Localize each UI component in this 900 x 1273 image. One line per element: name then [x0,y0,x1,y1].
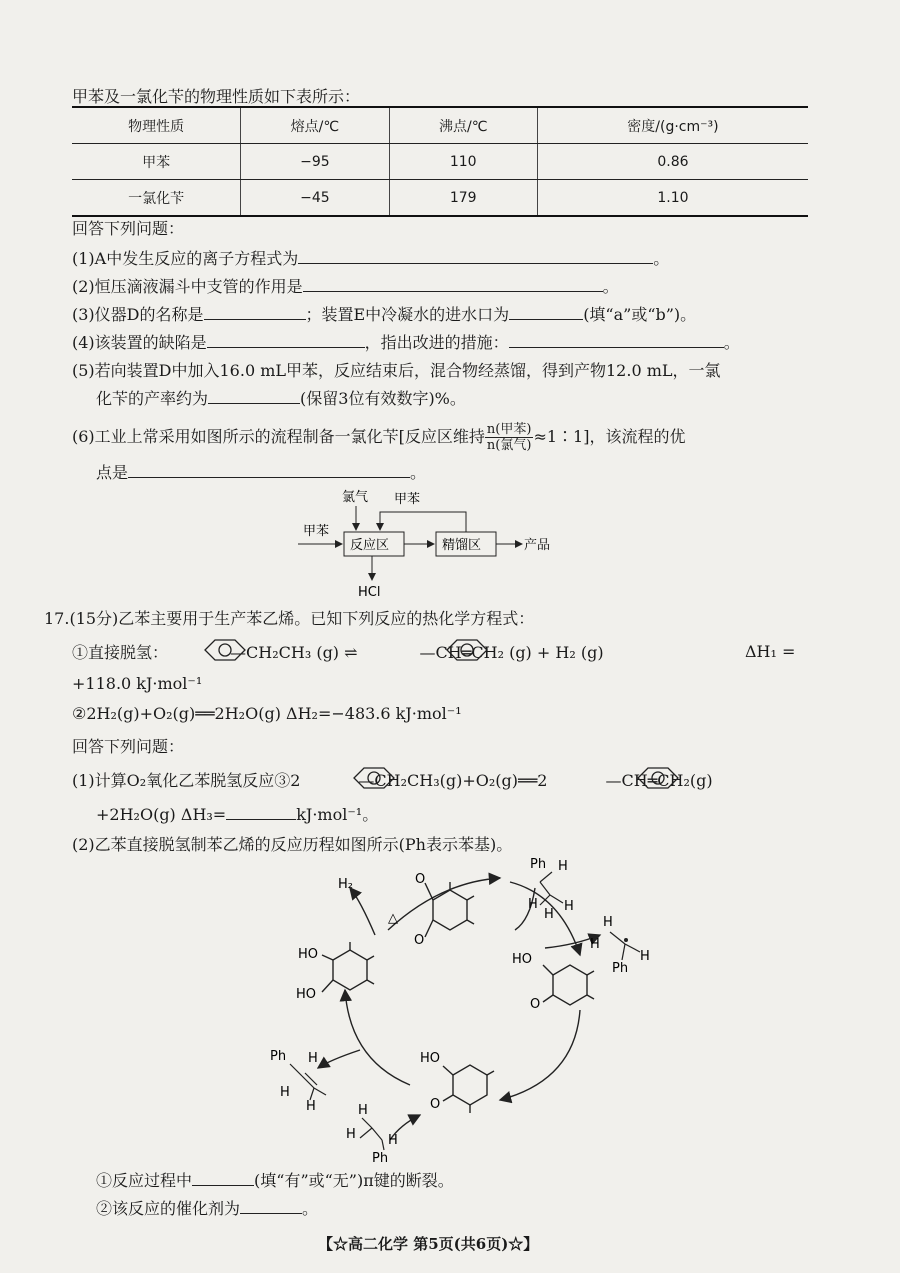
header-cell: 密度/(g·cm⁻³) [537,107,808,144]
header-cell: 熔点/℃ [241,107,389,144]
product-label: 产品 [524,538,551,553]
table-cell: 0.86 [537,144,808,180]
hcl-label: HCl [358,585,381,600]
hydrogen-label: H [590,937,600,952]
distill-zone-label: 精馏区 [442,538,482,553]
phenyl-label: Ph [270,1049,287,1064]
table-cell: 1.10 [537,180,808,217]
phenyl-label: Ph [612,961,629,976]
q16-part1: (1)A中发生反应的离子方程式为 。 [72,249,670,268]
heat-symbol: △ [388,911,398,926]
hydrogen-label: H [603,915,613,930]
benzene-ring-icon [205,640,245,660]
q17-part2: (2)乙苯直接脱氢制苯乙烯的反应历程如图所示(Ph表示苯基)。 [72,835,513,854]
hydrogen-label: H [388,1133,398,1148]
radical-ring [553,965,587,1005]
q17-reaction2: ②2H₂(g)+O₂(g)══2H₂O(g) ΔH₂=−483.6 kJ·mol⁻¹ [72,704,462,723]
answer-blank[interactable] [240,1199,302,1214]
phenyl-label: Ph [530,857,547,872]
hydrogen-gas-label: H₂ [338,877,353,892]
q16-part2: (2)恒压滴液漏斗中支管的作用是 。 [72,277,619,296]
q17-reaction1: ①直接脱氢： —CH₂CH₃ (g) ⇌ —CH═CH₂ (g) + H₂ (g) [72,643,604,662]
reaction-zone-label: 反应区 [350,538,390,553]
hydrogen-label: H [544,907,554,922]
hydroxyl-label: HO [296,987,317,1002]
q16-part6-line1: (6)工业上常采用如图所示的流程制备一氯化苄[反应区维持 $\frac{\text{n(甲苯)}}{\text{n(氯气)}}$ ≈1∶1]，该流程的优 [72,422,686,453]
benzene-ring-icon [638,768,678,788]
hydrogen-label: H [558,859,568,874]
table-cell: −45 [241,180,389,217]
hydrogen-label: H [280,1085,290,1100]
q16-prompt: 回答下列问题： [72,219,185,238]
q16-part3: (3)仪器D的名称是 ；装置E中冷凝水的进水口为 (填“a”或“b”)。 [72,305,697,324]
q17-part2-2: ②该反应的催化剂为 。 [96,1199,319,1218]
hydroxyl-label: HO [420,1051,441,1066]
hydroxyl-label: HO [298,947,319,962]
benzene-ring-icon [354,768,394,788]
q17-prompt: 回答下列问题： [72,737,185,756]
phenyl-label: Ph [372,1151,389,1166]
hydrogen-label: H [528,897,538,912]
toluene-left-label: 甲苯 [303,524,330,539]
q17-part2-1: ①反应过程中 (填“有”或“无”)π键的断裂。 [96,1171,454,1190]
q17-part1-line1: (1)计算O₂氧化乙苯脱氢反应③2 —CH₂CH₃(g)+O₂(g)══2 —CH═CH₂(g) [72,771,713,790]
header-cell: 沸点/℃ [389,107,537,144]
hydrogen-label: H [308,1051,318,1066]
table-cell: 一氯化苄 [72,180,241,217]
q16-part5-line2: 化苄的产率约为 (保留3位有效数字)%。 [96,389,466,408]
answer-blank[interactable] [192,1171,254,1186]
q17-dh1-label: ΔH₁ = [745,642,796,661]
table-cell: 甲苯 [72,144,241,180]
semiquinone-ring [453,1065,487,1105]
hydrogen-label: H [640,949,650,964]
oxygen-label: O [430,1097,441,1112]
toluene-top-label: 甲苯 [394,492,421,507]
hydrogen-label: H [346,1127,356,1142]
q17-head: 17.(15分)乙苯主要用于生产苯乙烯。已知下列反应的热化学方程式： [44,609,535,628]
q16-part6-line2: 点是 。 [96,463,427,482]
hydroquinone-ring [333,950,367,990]
q17-part1-line2: +2H₂O(g) ΔH₃= kJ·mol⁻¹。 [96,805,379,824]
hydrogen-label: H [306,1099,316,1114]
q17-dh1-value: +118.0 kJ·mol⁻¹ [72,674,203,693]
page-footer: 【☆高二化学 第5页(共6页)☆】 [318,1235,539,1253]
quinone-ring [433,890,467,930]
oxygen-label: O [530,997,541,1012]
benzene-ring-icon [447,640,487,660]
table-cell: 110 [389,144,537,180]
hydrogen-label: H [358,1103,368,1118]
chlorine-label: 氯气 [342,490,369,505]
table-intro: 甲苯及一氯化苄的物理性质如下表所示： [72,87,361,106]
q16-part4: (4)该装置的缺陷是 ，指出改进的措施： 。 [72,333,740,352]
oxygen-label: O [414,933,425,948]
mole-ratio-fraction: $\frac{\text{n(甲苯)}}{\text{n(氯气)}}$ [486,422,532,453]
hydrogen-label: H [564,899,574,914]
hydroxyl-label: HO [512,952,533,967]
oxygen-label: O [415,872,426,887]
table-cell: −95 [241,144,389,180]
table-cell: 179 [389,180,537,217]
q16-part5-line1: (5)若向装置D中加入16.0 mL甲苯，反应结束后，混合物经蒸馏，得到产物12.0 mL，一氯 [72,361,721,380]
header-cell: 物理性质 [72,107,241,144]
